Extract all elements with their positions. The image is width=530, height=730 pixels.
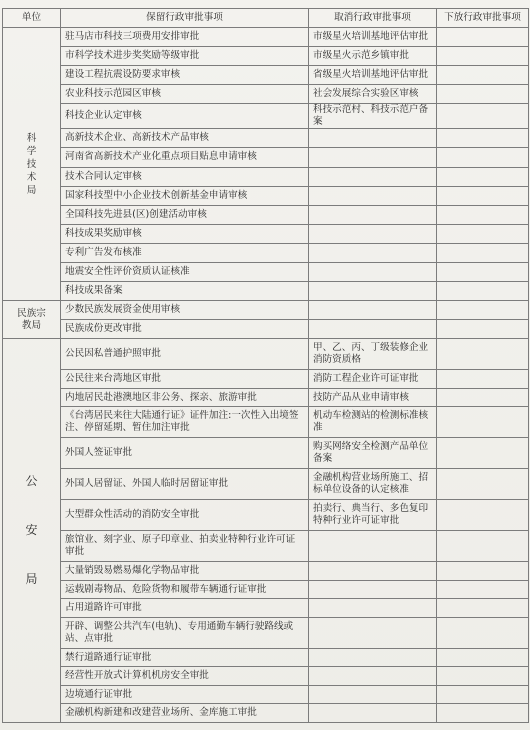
- table-row: [3, 85, 529, 104]
- unit-char: 科: [26, 132, 37, 144]
- cancelled-item: 金融机构营业场所施工、招标单位设备的认定核准: [309, 469, 437, 500]
- cancelled-item: [309, 224, 437, 243]
- cancelled-item: 购买网络安全检测产品单位备案: [309, 438, 437, 469]
- cancelled-item: 拍卖行、典当行、多色复印特种行业许可证审批: [309, 500, 437, 531]
- cancelled-item: 市级星火示范乡镇审批: [309, 47, 437, 66]
- delegated-item: [437, 320, 529, 339]
- delegated-item: [437, 104, 529, 129]
- retained-item: 河南省高新技术产业化重点项目贴息申请审核: [61, 148, 309, 167]
- delegated-item: [437, 599, 529, 618]
- delegated-item: [437, 667, 529, 686]
- delegated-item: [437, 648, 529, 667]
- cancelled-item: [309, 282, 437, 301]
- delegated-item: [437, 580, 529, 599]
- table-row: [3, 599, 529, 618]
- retained-item: 开辟、调整公共汽车(电轨)、专用通勤车辆行驶路线或站、点审批: [61, 617, 309, 648]
- table-row: [3, 617, 529, 648]
- table-row: [3, 339, 529, 370]
- table-row: [3, 388, 529, 407]
- cancelled-item: [309, 129, 437, 148]
- delegated-item: [437, 301, 529, 320]
- retained-item: 市科学技术进步奖奖励等级审批: [61, 47, 309, 66]
- retained-item: 科技企业认定审核: [61, 104, 309, 129]
- cancelled-item: [309, 531, 437, 562]
- table-row: [3, 47, 529, 66]
- delegated-item: [437, 562, 529, 581]
- unit-cell-science: [3, 28, 61, 301]
- retained-item: 大型群众性活动的消防安全审批: [61, 500, 309, 531]
- unit-line: 教局: [21, 319, 42, 331]
- header-unit: 单位: [3, 9, 61, 28]
- delegated-item: [437, 148, 529, 167]
- retained-item: 内地居民赴港澳地区非公务、探亲、旅游审批: [61, 388, 309, 407]
- retained-item: 金融机构新建和改建营业场所、金库施工审批: [61, 704, 309, 723]
- unit-char: 局: [25, 572, 38, 587]
- header-retained: 保留行政审批事项: [61, 9, 309, 28]
- delegated-item: [437, 407, 529, 438]
- delegated-item: [437, 469, 529, 500]
- retained-item: 技术合同认定审核: [61, 167, 309, 186]
- cancelled-item: [309, 167, 437, 186]
- cancelled-item: [309, 667, 437, 686]
- cancelled-item: 社会发展综合实验区审核: [309, 85, 437, 104]
- table-row: [3, 407, 529, 438]
- table-row: [3, 469, 529, 500]
- table-row: [3, 66, 529, 85]
- table-row: [3, 685, 529, 704]
- cancelled-item: [309, 685, 437, 704]
- delegated-item: [437, 438, 529, 469]
- delegated-item: [437, 243, 529, 262]
- table-row: [3, 282, 529, 301]
- retained-item: 《台湾居民来往大陆通行证》证件加注:一次性入出境签注、停留延期、暂住加注审批: [61, 407, 309, 438]
- unit-char: 学: [26, 145, 37, 157]
- delegated-item: [437, 370, 529, 389]
- table-row: [3, 148, 529, 167]
- unit-char: 术: [26, 171, 37, 183]
- retained-item: 科技成果奖励审核: [61, 224, 309, 243]
- table-row: [3, 531, 529, 562]
- cancelled-item: 消防工程企业许可证审批: [309, 370, 437, 389]
- retained-item: 民族成份更改审批: [61, 320, 309, 339]
- table-row: [3, 28, 529, 47]
- delegated-item: [437, 167, 529, 186]
- delegated-item: [437, 205, 529, 224]
- delegated-item: [437, 186, 529, 205]
- table-row: [3, 186, 529, 205]
- table-row: [3, 104, 529, 129]
- unit-cell-ethnic-religious: [3, 301, 61, 339]
- header-cancelled: 取消行政审批事项: [309, 9, 437, 28]
- retained-item: 高新技术企业、高新技术产品审核: [61, 129, 309, 148]
- cancelled-item: 甲、乙、丙、丁级装修企业消防资质格: [309, 339, 437, 370]
- retained-item: 科技成果备案: [61, 282, 309, 301]
- delegated-item: [437, 263, 529, 282]
- cancelled-item: [309, 704, 437, 723]
- delegated-item: [437, 339, 529, 370]
- delegated-item: [437, 129, 529, 148]
- table-row: [3, 438, 529, 469]
- delegated-item: [437, 500, 529, 531]
- cancelled-item: 市级星火培训基地评估审批: [309, 28, 437, 47]
- retained-item: 农业科技示范园区审核: [61, 85, 309, 104]
- cancelled-item: [309, 263, 437, 282]
- cancelled-item: [309, 648, 437, 667]
- retained-item: 公民往来台湾地区审批: [61, 370, 309, 389]
- delegated-item: [437, 617, 529, 648]
- retained-item: 全国科技先进县(区)创建活动审核: [61, 205, 309, 224]
- retained-item: 大量销毁易燃易爆化学物品审批: [61, 562, 309, 581]
- retained-item: 旅馆业、刻字业、原子印章业、拍卖业特种行业许可证审批: [61, 531, 309, 562]
- unit-char: 技: [26, 158, 37, 170]
- table-row: [3, 301, 529, 320]
- cancelled-item: [309, 243, 437, 262]
- unit-char: 公: [25, 474, 38, 489]
- retained-item: 运载剧毒物品、危险货物和履带车辆通行证审批: [61, 580, 309, 599]
- table-row: [3, 667, 529, 686]
- header-delegated: 下放行政审批事项: [437, 9, 529, 28]
- cancelled-item: [309, 320, 437, 339]
- delegated-item: [437, 85, 529, 104]
- table-row: [3, 370, 529, 389]
- cancelled-item: [309, 205, 437, 224]
- cancelled-item: 科技示范村、科技示范户备案: [309, 104, 437, 129]
- retained-item: 占用道路许可审批: [61, 599, 309, 618]
- header-row: [3, 9, 529, 28]
- unit-char: 安: [25, 523, 38, 538]
- table-row: [3, 129, 529, 148]
- retained-item: 地震安全性评价资质认证核准: [61, 263, 309, 282]
- retained-item: 国家科技型中小企业技术创新基金申请审核: [61, 186, 309, 205]
- retained-item: 建设工程抗震设防要求审核: [61, 66, 309, 85]
- table-row: [3, 320, 529, 339]
- table-row: [3, 224, 529, 243]
- cancelled-item: [309, 617, 437, 648]
- cancelled-item: [309, 562, 437, 581]
- delegated-item: [437, 531, 529, 562]
- retained-item: 驻马店市科技三项费用安排审批: [61, 28, 309, 47]
- unit-line: 民族宗: [17, 307, 46, 319]
- retained-item: 边境通行证审批: [61, 685, 309, 704]
- table-row: [3, 562, 529, 581]
- unit-char: 局: [26, 184, 37, 196]
- unit-cell-public-security: [3, 339, 61, 723]
- table-row: [3, 648, 529, 667]
- cancelled-item: [309, 599, 437, 618]
- table-row: [3, 205, 529, 224]
- retained-item: 少数民族发展资金使用审核: [61, 301, 309, 320]
- cancelled-item: [309, 580, 437, 599]
- cancelled-item: [309, 148, 437, 167]
- retained-item: 专利广告发布核准: [61, 243, 309, 262]
- retained-item: 经营性开放式计算机机房安全审批: [61, 667, 309, 686]
- delegated-item: [437, 66, 529, 85]
- table-row: [3, 243, 529, 262]
- table-row: [3, 167, 529, 186]
- delegated-item: [437, 704, 529, 723]
- cancelled-item: 省级星火培训基地评估审批: [309, 66, 437, 85]
- retained-item: 外国人居留证、外国人临时居留证审批: [61, 469, 309, 500]
- cancelled-item: [309, 186, 437, 205]
- cancelled-item: 机动车检测站的检测标准核准: [309, 407, 437, 438]
- delegated-item: [437, 685, 529, 704]
- cancelled-item: [309, 301, 437, 320]
- delegated-item: [437, 28, 529, 47]
- delegated-item: [437, 224, 529, 243]
- retained-item: 禁行道路通行证审批: [61, 648, 309, 667]
- table-row: [3, 704, 529, 723]
- table-row: [3, 263, 529, 282]
- delegated-item: [437, 47, 529, 66]
- table-row: [3, 500, 529, 531]
- cancelled-item: 技防产品从业申请审核: [309, 388, 437, 407]
- retained-item: 外国人签证审批: [61, 438, 309, 469]
- delegated-item: [437, 388, 529, 407]
- approval-table: [2, 8, 529, 723]
- delegated-item: [437, 282, 529, 301]
- table-row: [3, 580, 529, 599]
- retained-item: 公民因私普通护照审批: [61, 339, 309, 370]
